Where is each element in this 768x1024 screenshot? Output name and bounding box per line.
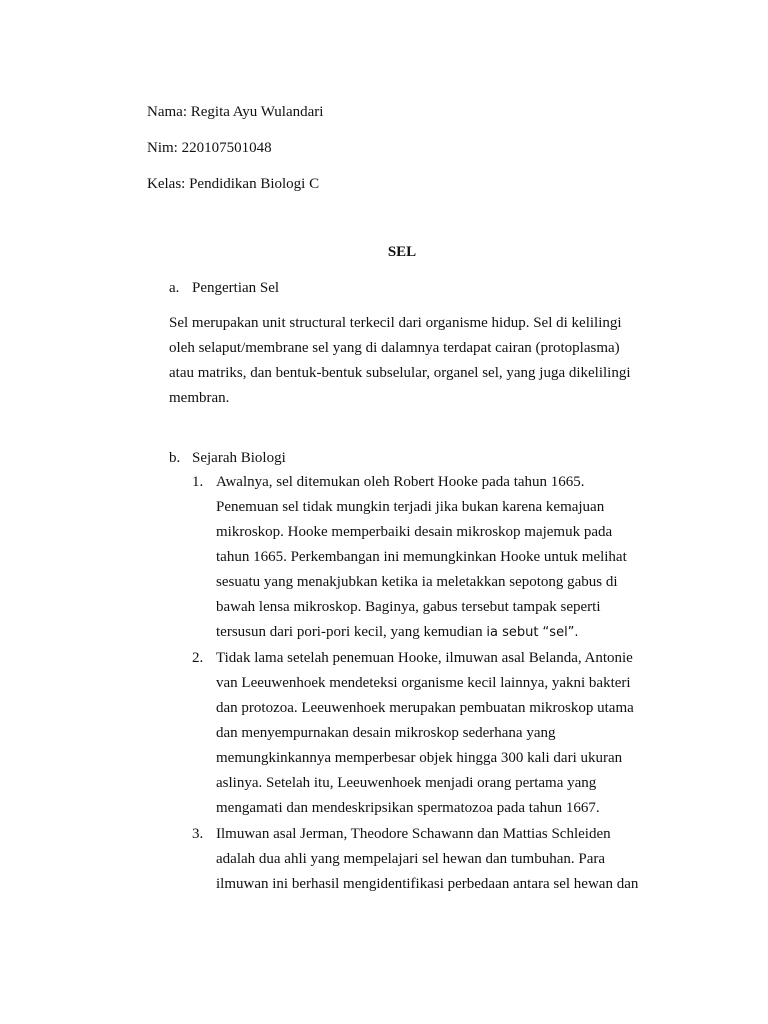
list-item-marker: 1. <box>192 474 204 490</box>
list-item-marker: 3. <box>192 826 204 842</box>
document-title <box>0 243 768 261</box>
section-b-marker: b. <box>169 450 181 466</box>
list-item-line: van Leeuwenhoek mendeteksi organisme kecil lainnya, yakni bakteri <box>216 675 631 691</box>
list-item-line: tahun 1665. Perkembangan ini memungkinkan Hooke untuk melihat <box>216 549 627 565</box>
list-item-line-main: tersusun dari pori-pori kecil, yang kemudian <box>216 624 487 640</box>
section-a-title: Pengertian Sel <box>192 280 280 296</box>
list-item-line: Awalnya, sel ditemukan oleh Robert Hooke pada tahun 1665. <box>216 474 585 490</box>
list-item-line: sesuatu yang menakjubkan ketika ia meletakkan sepotong gabus di <box>216 574 618 590</box>
section-b-title: Sejarah Biologi <box>192 450 286 466</box>
section-a-line: oleh selaput/membrane sel yang di dalamnya terdapat cairan (protoplasma) <box>169 340 620 356</box>
list-item-line: ilmuwan ini berhasil mengidentifikasi perbedaan antara sel hewan dan <box>216 876 639 892</box>
list-item-line: adalah dua ahli yang mempelajari sel hewan dan tumbuhan. Para <box>216 851 606 867</box>
student-class: Kelas: Pendidikan Biologi C <box>147 176 320 192</box>
list-item-line: dan protozoa. Leeuwenhoek merupakan pembuatan mikroskop utama <box>216 700 634 716</box>
list-item-line: bawah lensa mikroskop. Baginya, gabus tersebut tampak seperti <box>216 599 601 615</box>
section-a-line: Sel merupakan unit structural terkecil dari organisme hidup. Sel di kelilingi <box>169 315 622 331</box>
section-a-marker: a. <box>169 280 180 296</box>
list-item-line: mikroskop. Hooke memperbaiki desain mikroskop majemuk pada <box>216 524 613 540</box>
section-a-line: atau matriks, dan bentuk-bentuk subselular, organel sel, yang juga dikelilingi <box>169 365 631 381</box>
list-item-line: mengamati dan mendeskripsikan spermatozoa pada tahun 1667. <box>216 800 600 816</box>
list-item-line: memungkinkannya memperbesar objek hingga 300 kali dari ukuran <box>216 750 623 766</box>
list-item-line: Penemuan sel tidak mungkin terjadi jika bukan karena kemajuan <box>216 499 605 515</box>
student-name: Nama: Regita Ayu Wulandari <box>147 104 324 120</box>
list-item-line-tail: ia sebut “sel”. <box>486 625 579 640</box>
section-a-line: membran. <box>169 390 230 406</box>
list-item-line <box>216 623 579 642</box>
document-title-text: SEL <box>387 244 417 260</box>
list-item-line: dan menyempurnakan desain mikroskop sederhana yang <box>216 725 556 741</box>
list-item-marker: 2. <box>192 650 204 666</box>
student-nim: Nim: 220107501048 <box>147 140 272 156</box>
list-item-line: Ilmuwan asal Jerman, Theodore Schawann dan Mattias Schleiden <box>216 826 611 842</box>
list-item-line: Tidak lama setelah penemuan Hooke, ilmuwan asal Belanda, Antonie <box>216 650 633 666</box>
list-item-line: aslinya. Setelah itu, Leeuwenhoek menjadi orang pertama yang <box>216 775 597 791</box>
